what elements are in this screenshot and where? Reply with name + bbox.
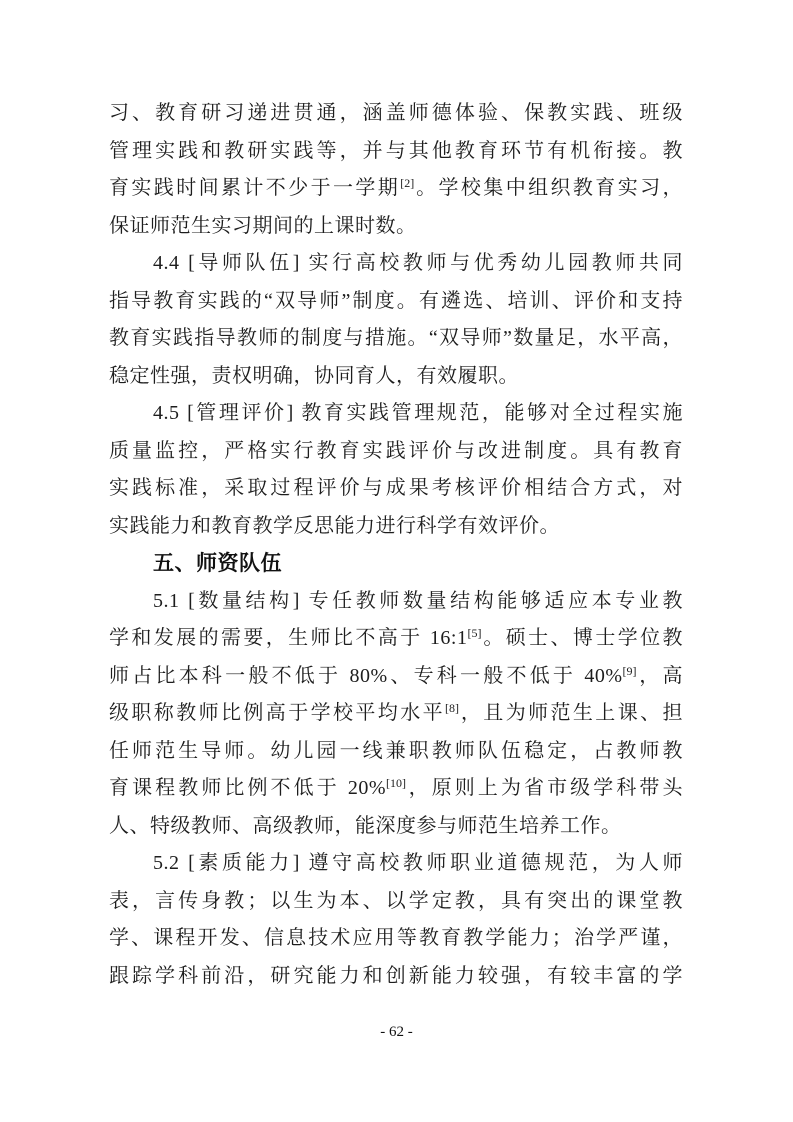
text-line: 跟踪学科前沿，研究能力和创新能力较强，有较丰富的学 (109, 964, 683, 987)
text-line: 实践能力和教育教学反思能力进行科学有效评价。 (109, 514, 560, 537)
text-line: 学、课程开发、信息技术应用等教育教学能力；治学严谨， (109, 927, 683, 949)
text-line: 教育实践指导教师的制度与措施。“双导师”数量足，水平高， (109, 327, 683, 349)
text-line: 质量监控，严格实行教育实践评价与改进制度。具有教育 (109, 439, 683, 462)
paragraph (109, 395, 683, 545)
section-heading-block (109, 545, 683, 583)
footnote-reference: [2] (400, 176, 415, 190)
text-line: 育实践时间累计不少于一学期[2]。学校集中组织教育实习， (109, 176, 684, 199)
text-line: 级职称教师比例高于学校平均水平[8]，且为师范生上课、担 (109, 701, 683, 724)
text-line: 人、特级教师、高级教师，能深度参与师范生培养工作。 (109, 814, 622, 837)
text-line: 任师范生导师。幼儿园一线兼职教师队伍稳定，占教师教 (109, 739, 683, 762)
text-line: 习、教育研习递进贯通，涵盖师德体验、保教实践、班级 (109, 102, 683, 124)
text-line: 指导教育实践的“双导师”制度。有遴选、培训、评价和支持 (109, 289, 683, 312)
page-number: - 62 - (380, 1024, 413, 1040)
paragraph (109, 95, 683, 245)
footnote-reference: [8] (445, 701, 459, 715)
footnote-reference: [10] (386, 776, 407, 790)
text-line: 学和发展的需要，生师比不高于 16:1[5]。硕士、博士学位教 (109, 626, 684, 649)
paragraph (109, 245, 683, 395)
text-line: 5.2 [素质能力] 遵守高校教师职业道德规范，为人师 (153, 852, 683, 874)
text-line: 师占比本科一般不低于 80%、专科一般不低于 40%[9]，高 (109, 663, 683, 687)
footnote-reference: [9] (622, 663, 637, 678)
text-line: 保证师范生实习期间的上课时数。 (109, 214, 417, 237)
section-heading: 五、师资队伍 (153, 552, 282, 575)
document-body (109, 95, 683, 995)
text-line: 管理实践和教研实践等，并与其他教育环节有机衔接。教 (109, 139, 683, 162)
text-line: 稳定性强，责权明确，协同育人，有效履职。 (109, 364, 519, 387)
text-line: 育课程教师比例不低于 20%[10]，原则上为省市级学科带头 (109, 776, 684, 799)
text-line: 表，言传身教；以生为本、以学定教，具有突出的课堂教 (109, 889, 683, 912)
paragraph (109, 845, 683, 995)
text-line: 实践标准，采取过程评价与成果考核评价相结合方式，对 (109, 477, 683, 499)
text-line: 4.5 [管理评价] 教育实践管理规范，能够对全过程实施 (153, 402, 683, 424)
text-line: 4.4 [导师队伍] 实行高校教师与优秀幼儿园教师共同 (153, 252, 683, 274)
footnote-reference: [5] (467, 626, 482, 640)
paragraph (109, 583, 683, 846)
text-line: 5.1 [数量结构] 专任教师数量结构能够适应本专业教 (153, 589, 683, 612)
